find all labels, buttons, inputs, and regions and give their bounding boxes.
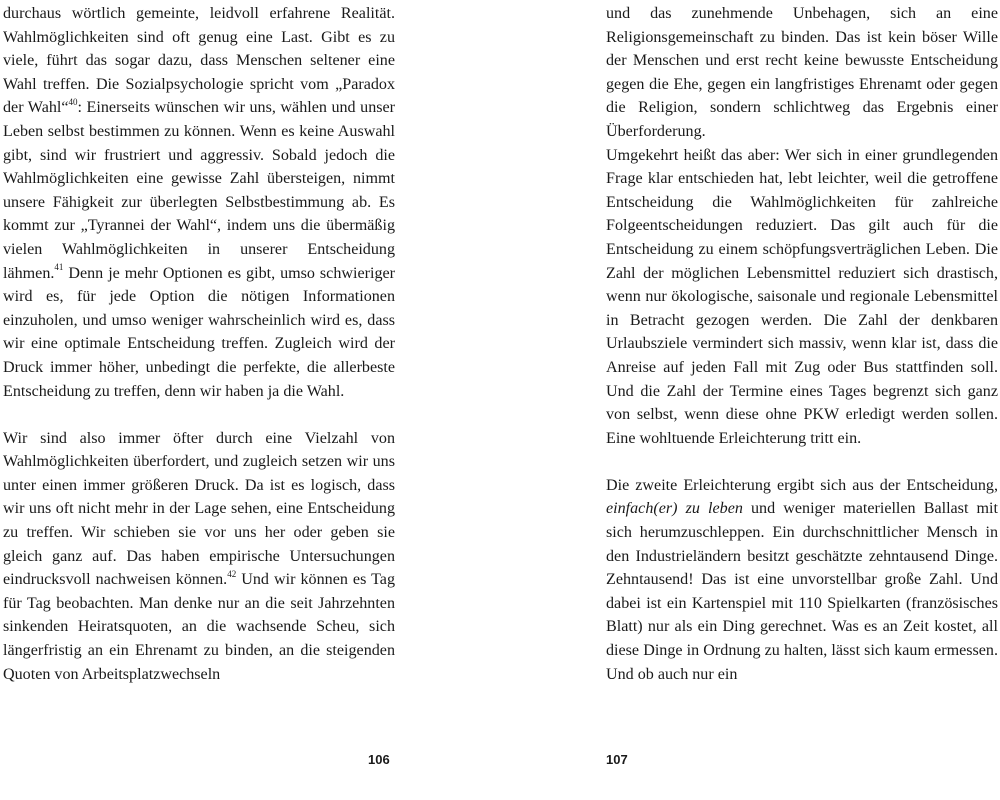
left-page-text — [3, 2, 395, 686]
right-page — [606, 0, 998, 800]
page-number-left: 106 — [368, 752, 390, 767]
right-paragraph-1: und das zunehmende Unbehagen, sich an eine Religionsgemeinschaft zu binden. Das ist kein böser Wille der Menschen und erst recht keine bewusste Entscheidung gegen die Ehe, gegen ein langfristiges Ehrenamt oder gegen die Religion, sondern schlichtweg das Ergebnis einer Überforderung. — [606, 5, 998, 140]
left-paragraph-2: Wir sind also immer öfter durch eine Vielzahl von Wahlmöglichkeiten überfordert, und zugleich setzen wir uns unter einen immer größeren Druck. Da ist es logisch, dass wir uns oft nicht mehr in der Lage sehen, eine Entscheidung zu treffen. Wir schieben sie vor uns her oder geben sie gleich ganz auf. Das haben empirische Untersuchungen eindrucksvoll nachweisen können.$^{42}$ Und wir können es Tag für Tag beobachten. Man denke nur an die seit Jahrzehnten sinkenden Heiratsquoten, an die wachsende Scheu, sich längerfristig an ein Ehrenamt zu binden, an die steigenden Quoten von Arbeitsplatzwechseln — [3, 429, 395, 683]
left-page — [0, 0, 396, 800]
footnote-ref-41[interactable]: 41 — [54, 262, 64, 273]
right-paragraph-3: Die zweite Erleichterung ergibt sich aus der Entscheidung, einfach(er) zu leben und weniger materiellen Ballast mit sich herumzuschleppen. Ein durchschnittlicher Mensch in den Industrieländern besitzt geschätzte zehntausend Dinge. Zehntausend! Das ist eine unvorstellbar große Zahl. Und dabei ist ein Kartenspiel mit 110 Spielkarten (französisches Blatt) nur als ein Ding gerechnet. Was es an Zeit kostet, all diese Dinge in Ordnung zu halten, lässt sich kaum ermessen. Und ob auch nur ein — [606, 476, 998, 683]
footnote-ref-42[interactable]: 42 — [227, 568, 237, 579]
emphasis-einfacher-zu-leben: einfach(er) zu leben — [606, 500, 743, 518]
left-paragraph-1: durchaus wörtlich gemeinte, leidvoll erfahrene Realität. Wahlmöglichkeiten sind oft genug eine Last. Gibt es zu viele, führt das sogar dazu, dass Menschen seltener eine Wahl treffen. Die Sozialpsychologie spricht vom „Paradox der Wahl“$^{40}$: Einerseits wünschen wir uns, wählen und unser Leben selbst bestimmen zu können. Wenn es keine Auswahl gibt, sind wir frustriert und aggressiv. Sobald jedoch die Wahlmöglichkeiten eine gewisse Zahl übersteigen, nimmt unsere Fähigkeit zur überlegten Selbstbestimmung ab. Es kommt zur „Tyrannei der Wahl“, indem uns die übermäßig vielen Wahlmöglichkeiten in unserer Entscheidung lähmen.$^{41}$ Denn je mehr Optionen es gibt, umso schwieriger wird es, für jede Option die nötigen Informationen einzuholen, und umso weniger wahrscheinlich wird es, dass wir eine optimale Entscheidung treffen. Zugleich wird der Druck immer höher, unbedingt die perfekte, die allerbeste Entscheidung zu treffen, denn wir haben ja die Wahl. — [3, 5, 396, 400]
right-paragraph-2: Umgekehrt heißt das aber: Wer sich in einer grundlegenden Frage klar entschieden hat, lebt leichter, weil die getroffene Entscheidung die Wahlmöglichkeiten für zahlreiche Folgeentscheidungen reduziert. Das gilt auch für die Entscheidung zu einem schöpfungsverträglichen Leben. Die Zahl der möglichen Lebensmittel reduziert sich drastisch, wenn nur ökologische, saisonale und regionale Lebensmittel in Betracht gezogen werden. Die Zahl der denkbaren Urlaubsziele vermindert sich massiv, wenn klar ist, dass die Anreise auf jeden Fall mit Zug oder Bus stattfinden soll. Und die Zahl der Termine eines Tages begrenzt sich ganz von selbst, wenn diese ohne PKW erledigt werden sollen. Eine wohltuende Erleichterung tritt ein. — [606, 146, 998, 447]
footnote-ref-40[interactable]: 40 — [68, 97, 78, 108]
right-page-text — [606, 2, 998, 686]
page-number-right: 107 — [606, 752, 628, 767]
